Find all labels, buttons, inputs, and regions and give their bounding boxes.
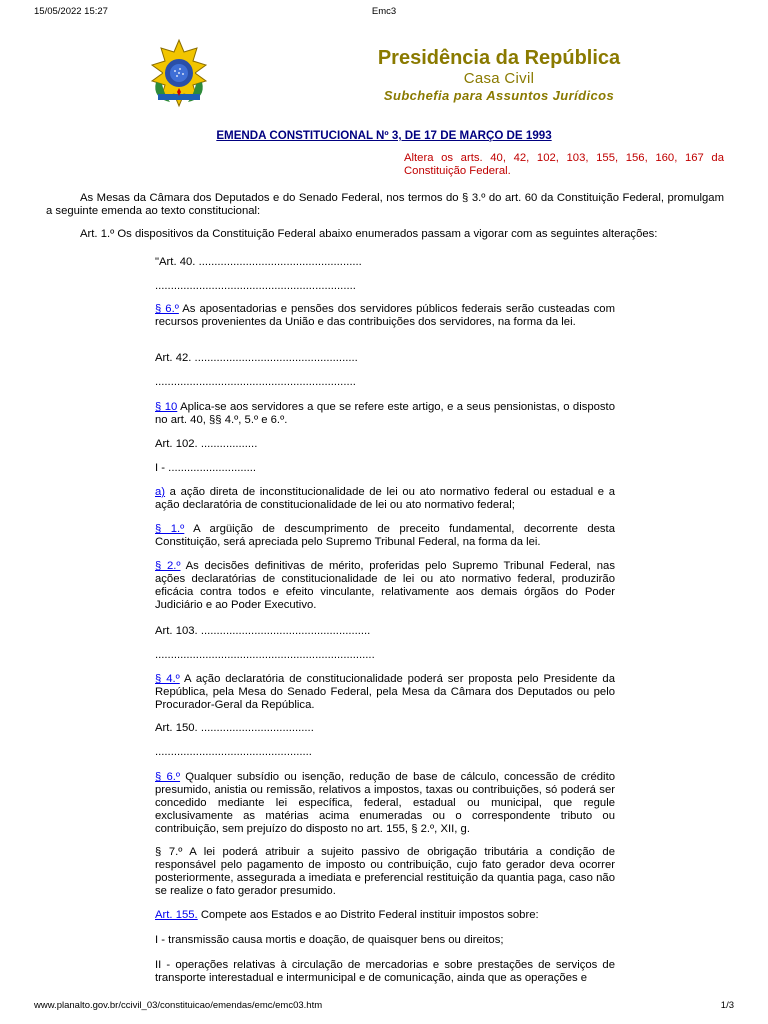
provision-text: ................................................................ [155,280,356,292]
provision-text: a ação direta de inconstitucionalidade de lei ou ato normativo federal ou estadual e a ação declaratória de constitucionalidade de lei ou ato normativo federal; [155,486,615,511]
provision-paragraph [155,560,615,612]
provision-text: § 7.º A lei poderá atribuir a sujeito passivo de obrigação tributária a condição de responsável pelo pagamento de imposto ou contribuição, cujo fato gerador deva ocorrer posteriormente, assegurada a imediata e preferencial restituição da quantia paga, caso não se realize o fato gerador presumido. [155,846,615,897]
provision-text: ...................................................................... [155,649,375,661]
amendment-title-link[interactable]: EMENDA CONSTITUCIONAL Nº 3, DE 17 DE MARÇO DE 1993 [216,129,552,142]
provision-text: Aplica-se aos servidores a que se refere este artigo, e a seus pensionistas, o disposto no art. 40, §§ 4.º, 5.º e 6.º. [155,401,615,426]
document-heading [0,126,768,144]
provision-text: I - ............................ [155,462,257,474]
provision-paragraph [155,771,615,836]
provision-link[interactable]: a) [155,486,166,498]
provision-paragraph [155,462,615,475]
provision-paragraph [155,256,615,269]
provision-paragraph [155,486,615,512]
department-subtitle: Subchefia para Assuntos Jurídicos [383,88,615,103]
provision-paragraph [155,401,615,427]
provision-text: Art. 102. .................. [155,438,258,450]
provision-paragraph [155,673,615,712]
provision-paragraph [155,846,615,898]
provision-paragraph [155,438,615,451]
provision-text: Art. 103. ...................................................... [155,625,371,637]
provision-link[interactable]: § 4.º [155,673,180,685]
provision-text: Compete aos Estados e ao Distrito Federal instituir impostos sobre: [197,909,539,921]
preamble-paragraph: As Mesas da Câmara dos Deputados e do Senado Federal, nos termos do § 3.º do art. 60 da Constituição Federal, promulgam a seguinte emenda ao texto constitucional: [46,192,724,217]
page-number: 1/3 [720,1000,734,1011]
provision-link[interactable]: § 6.º [155,303,179,315]
provision-text: As decisões definitivas de mérito, proferidas pelo Supremo Tribunal Federal, nas ações declaratórias de constitucionalidade de lei ou ato normativo federal, produzirão eficácia contra todos e efeito vinculante, relativamente aos demais órgãos do Poder Judiciário e ao Poder Executivo. [155,560,615,611]
provision-link[interactable]: § 6.º [155,771,181,783]
provision-paragraph [155,376,615,389]
print-footer [34,1000,734,1014]
provision-text: "Art. 40. .................................................... [155,256,362,268]
provision-link[interactable]: § 2.º [155,560,181,572]
provision-text: I - transmissão causa mortis e doação, de quaisquer bens ou direitos; [155,934,504,946]
provision-paragraph [155,352,615,365]
provision-text: A argüição de descumprimento de preceito fundamental, decorrente desta Constituição, será apreciada pelo Supremo Tribunal Federal, na forma da lei. [155,523,615,548]
provision-paragraph [155,959,615,985]
provision-text: II - operações relativas à circulação de mercadorias e sobre prestações de serviços de transporte interestadual e intermunicipal e de comunicação, ainda que as operações e [155,959,615,984]
print-header [34,6,734,20]
provision-paragraph [155,934,615,947]
provision-text: A ação declaratória de constitucionalidade poderá ser proposta pelo Presidente da República, pela Mesa do Senado Federal, pela Mesa da Câmara dos Deputados ou pelo Procurador-Geral da República. [155,673,615,711]
provision-link[interactable]: § 1.º [155,523,185,535]
provision-paragraph [155,523,615,549]
provision-paragraph [155,909,615,922]
provision-paragraph [155,649,615,662]
print-doc-name: Emc3 [371,6,397,17]
provision-text: Art. 150. .................................... [155,722,314,734]
masthead [144,38,764,110]
ementa-summary: Altera os arts. 40, 42, 102, 103, 155, 156, 160, 167 da Constituição Federal. [404,152,724,177]
casa-civil-subtitle: Casa Civil [463,70,535,87]
print-datetime: 15/05/2022 15:27 [34,6,108,17]
provision-text: Art. 42. .................................................... [155,352,358,364]
provision-link[interactable]: Art. 155. [155,909,198,921]
source-url: www.planalto.gov.br/ccivil_03/constituicao/emendas/emc/emc03.htm [34,1000,323,1011]
article-1-paragraph: Art. 1.º Os dispositivos da Constituição Federal abaixo enumerados passam a vigorar com as seguintes alterações: [80,228,658,240]
provision-paragraph [155,625,615,638]
provision-text: Qualquer subsídio ou isenção, redução de base de cálculo, concessão de crédito presumido, anistia ou remissão, relativos a impostos, taxas ou contribuições, só poderá ser concedido mediante lei específica, federal, estadual ou municipal, que regule exclusivamente as matérias acima enumeradas ou o correspondente tributo ou contribuição, sem prejuízo do disposto no art. 155, § 2.º, XII, g. [155,771,615,835]
provision-text: ................................................................ [155,376,356,388]
provision-paragraph [155,280,615,293]
provision-link[interactable]: § 10 [155,401,178,413]
provision-text: As aposentadorias e pensões dos servidores públicos federais serão custeadas com recursos provenientes da União e das contribuições dos servidores, na forma da lei. [155,303,615,328]
presidency-title: Presidência da República [377,47,621,69]
provision-text: .................................................. [155,746,312,758]
provision-paragraph [155,303,615,329]
provision-paragraph [155,746,615,759]
provision-paragraph [155,722,615,735]
